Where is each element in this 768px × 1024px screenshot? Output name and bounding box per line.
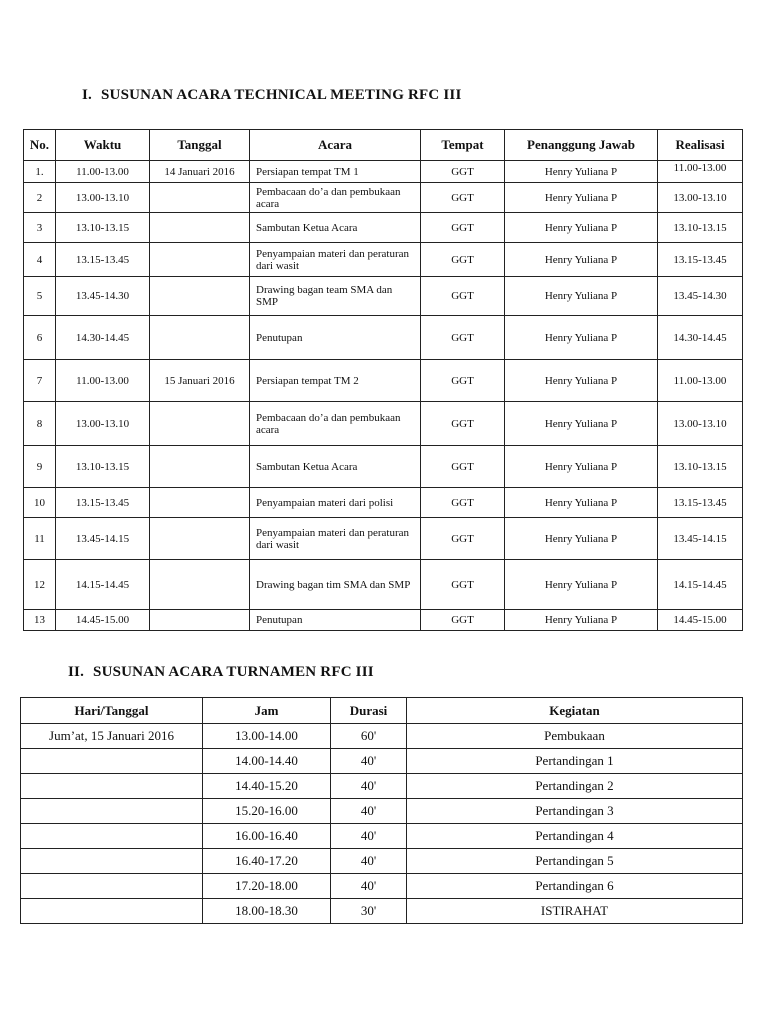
cell-realisasi: 13.45-14.15 (658, 518, 743, 560)
cell-realisasi: 13.10-13.15 (658, 446, 743, 488)
cell-tanggal (150, 243, 250, 277)
col-header-tanggal: Tanggal (150, 130, 250, 161)
cell-acara: Sambutan Ketua Acara (250, 213, 421, 243)
cell-penanggung-jawab: Henry Yuliana P (505, 610, 658, 631)
table-row (24, 213, 743, 243)
cell-waktu: 13.10-13.15 (56, 213, 150, 243)
cell-tempat: GGT (421, 402, 505, 446)
section-1-heading (82, 87, 462, 104)
col-header-kegiatan: Kegiatan (407, 698, 743, 724)
cell-waktu: 13.45-14.30 (56, 277, 150, 316)
cell-no: 1. (24, 161, 56, 183)
cell-penanggung-jawab: Henry Yuliana P (505, 560, 658, 610)
cell-waktu: 13.15-13.45 (56, 488, 150, 518)
cell-tempat: GGT (421, 277, 505, 316)
cell-realisasi: 13.00-13.10 (658, 183, 743, 213)
table-row (21, 849, 743, 874)
tournament-table (20, 697, 743, 924)
cell-waktu: 13.00-13.10 (56, 402, 150, 446)
cell-waktu: 13.10-13.15 (56, 446, 150, 488)
cell-no: 10 (24, 488, 56, 518)
section-2-number: II. (68, 664, 85, 680)
cell-durasi: 40' (331, 849, 407, 874)
table-header-row (24, 130, 743, 161)
table-row (21, 724, 743, 749)
table-row (21, 799, 743, 824)
cell-acara: Penyampaian materi dan peraturan dari wasit (250, 518, 421, 560)
cell-kegiatan: Pertandingan 1 (407, 749, 743, 774)
cell-waktu: 14.15-14.45 (56, 560, 150, 610)
col-header-acara: Acara (250, 130, 421, 161)
cell-tanggal: 15 Januari 2016 (150, 360, 250, 402)
cell-penanggung-jawab: Henry Yuliana P (505, 161, 658, 183)
cell-waktu: 11.00-13.00 (56, 161, 150, 183)
cell-no: 9 (24, 446, 56, 488)
table-row (24, 610, 743, 631)
table-row (21, 774, 743, 799)
cell-no: 2 (24, 183, 56, 213)
cell-penanggung-jawab: Henry Yuliana P (505, 488, 658, 518)
col-header-no: No. (24, 130, 56, 161)
col-header-durasi: Durasi (331, 698, 407, 724)
table-row (24, 360, 743, 402)
cell-tanggal (150, 213, 250, 243)
cell-tempat: GGT (421, 610, 505, 631)
cell-no: 12 (24, 560, 56, 610)
col-header-waktu: Waktu (56, 130, 150, 161)
cell-realisasi: 14.15-14.45 (658, 560, 743, 610)
cell-tempat: GGT (421, 161, 505, 183)
cell-jam: 16.40-17.20 (203, 849, 331, 874)
cell-hari-tanggal (21, 749, 203, 774)
table-row (21, 824, 743, 849)
cell-tempat: GGT (421, 560, 505, 610)
cell-tanggal (150, 610, 250, 631)
cell-jam: 15.20-16.00 (203, 799, 331, 824)
cell-tanggal (150, 488, 250, 518)
cell-jam: 18.00-18.30 (203, 899, 331, 924)
cell-no: 7 (24, 360, 56, 402)
cell-realisasi: 13.15-13.45 (658, 243, 743, 277)
cell-waktu: 13.00-13.10 (56, 183, 150, 213)
cell-acara: Penutupan (250, 610, 421, 631)
col-header-penanggung-jawab: Penanggung Jawab (505, 130, 658, 161)
table-row (21, 899, 743, 924)
cell-kegiatan: Pertandingan 3 (407, 799, 743, 824)
cell-kegiatan: Pembukaan (407, 724, 743, 749)
cell-hari-tanggal (21, 874, 203, 899)
cell-durasi: 40' (331, 874, 407, 899)
cell-acara: Pembacaan do’a dan pembukaan acara (250, 183, 421, 213)
cell-penanggung-jawab: Henry Yuliana P (505, 316, 658, 360)
cell-penanggung-jawab: Henry Yuliana P (505, 213, 658, 243)
table-row (24, 316, 743, 360)
cell-hari-tanggal (21, 899, 203, 924)
cell-kegiatan: ISTIRAHAT (407, 899, 743, 924)
cell-kegiatan: Pertandingan 2 (407, 774, 743, 799)
section-2-title: SUSUNAN ACARA TURNAMEN RFC III (93, 664, 374, 680)
cell-hari-tanggal (21, 824, 203, 849)
cell-waktu: 13.15-13.45 (56, 243, 150, 277)
cell-durasi: 40' (331, 749, 407, 774)
cell-tempat: GGT (421, 243, 505, 277)
table-row (24, 243, 743, 277)
cell-acara: Penyampaian materi dan peraturan dari wasit (250, 243, 421, 277)
cell-tempat: GGT (421, 518, 505, 560)
cell-jam: 17.20-18.00 (203, 874, 331, 899)
cell-tempat: GGT (421, 213, 505, 243)
technical-meeting-table (23, 129, 743, 631)
table-row (24, 560, 743, 610)
cell-penanggung-jawab: Henry Yuliana P (505, 446, 658, 488)
cell-durasi: 40' (331, 799, 407, 824)
cell-hari-tanggal (21, 774, 203, 799)
cell-penanggung-jawab: Henry Yuliana P (505, 402, 658, 446)
cell-tanggal (150, 277, 250, 316)
cell-tempat: GGT (421, 488, 505, 518)
cell-tempat: GGT (421, 360, 505, 402)
cell-no: 13 (24, 610, 56, 631)
cell-no: 4 (24, 243, 56, 277)
cell-penanggung-jawab: Henry Yuliana P (505, 243, 658, 277)
section-1-title: SUSUNAN ACARA TECHNICAL MEETING RFC III (101, 87, 462, 103)
table-row (24, 402, 743, 446)
cell-acara: Penyampaian materi dari polisi (250, 488, 421, 518)
cell-durasi: 40' (331, 774, 407, 799)
cell-realisasi: 11.00-13.00 (658, 360, 743, 402)
cell-waktu: 11.00-13.00 (56, 360, 150, 402)
table-row (24, 446, 743, 488)
col-header-tempat: Tempat (421, 130, 505, 161)
cell-jam: 16.00-16.40 (203, 824, 331, 849)
cell-tempat: GGT (421, 316, 505, 360)
cell-no: 11 (24, 518, 56, 560)
cell-acara: Persiapan tempat TM 1 (250, 161, 421, 183)
cell-tanggal (150, 402, 250, 446)
cell-jam: 14.40-15.20 (203, 774, 331, 799)
cell-tanggal (150, 446, 250, 488)
cell-penanggung-jawab: Henry Yuliana P (505, 518, 658, 560)
col-header-jam: Jam (203, 698, 331, 724)
cell-no: 8 (24, 402, 56, 446)
table-row (24, 277, 743, 316)
cell-kegiatan: Pertandingan 6 (407, 874, 743, 899)
cell-realisasi: 13.45-14.30 (658, 277, 743, 316)
cell-no: 3 (24, 213, 56, 243)
cell-realisasi: 14.45-15.00 (658, 610, 743, 631)
table-row (21, 749, 743, 774)
cell-tanggal (150, 518, 250, 560)
cell-no: 5 (24, 277, 56, 316)
cell-no: 6 (24, 316, 56, 360)
col-header-hari-tanggal: Hari/Tanggal (21, 698, 203, 724)
cell-tanggal (150, 316, 250, 360)
cell-kegiatan: Pertandingan 5 (407, 849, 743, 874)
cell-penanggung-jawab: Henry Yuliana P (505, 277, 658, 316)
cell-acara: Sambutan Ketua Acara (250, 446, 421, 488)
cell-kegiatan: Pertandingan 4 (407, 824, 743, 849)
cell-acara: Drawing bagan tim SMA dan SMP (250, 560, 421, 610)
table-row (24, 161, 743, 183)
section-2-heading (68, 664, 374, 681)
cell-realisasi: 13.00-13.10 (658, 402, 743, 446)
cell-acara: Drawing bagan team SMA dan SMP (250, 277, 421, 316)
table-row (24, 183, 743, 213)
col-header-realisasi: Realisasi (658, 130, 743, 161)
cell-hari-tanggal: Jum’at, 15 Januari 2016 (21, 724, 203, 749)
cell-durasi: 30' (331, 899, 407, 924)
cell-tempat: GGT (421, 183, 505, 213)
cell-tanggal (150, 560, 250, 610)
cell-jam: 13.00-14.00 (203, 724, 331, 749)
cell-tempat: GGT (421, 446, 505, 488)
cell-acara: Penutupan (250, 316, 421, 360)
cell-hari-tanggal (21, 849, 203, 874)
section-1-number: I. (82, 87, 92, 103)
cell-durasi: 60' (331, 724, 407, 749)
table-row (21, 874, 743, 899)
cell-realisasi: 13.10-13.15 (658, 213, 743, 243)
cell-realisasi: 11.00-13.00 (658, 161, 743, 183)
table-header-row (21, 698, 743, 724)
cell-durasi: 40' (331, 824, 407, 849)
cell-tanggal (150, 183, 250, 213)
cell-acara: Persiapan tempat TM 2 (250, 360, 421, 402)
table-row (24, 488, 743, 518)
cell-acara: Pembacaan do’a dan pembukaan acara (250, 402, 421, 446)
cell-waktu: 14.45-15.00 (56, 610, 150, 631)
cell-jam: 14.00-14.40 (203, 749, 331, 774)
cell-waktu: 13.45-14.15 (56, 518, 150, 560)
cell-hari-tanggal (21, 799, 203, 824)
cell-tanggal: 14 Januari 2016 (150, 161, 250, 183)
cell-realisasi: 14.30-14.45 (658, 316, 743, 360)
cell-realisasi: 13.15-13.45 (658, 488, 743, 518)
table-row (24, 518, 743, 560)
cell-waktu: 14.30-14.45 (56, 316, 150, 360)
cell-penanggung-jawab: Henry Yuliana P (505, 183, 658, 213)
cell-penanggung-jawab: Henry Yuliana P (505, 360, 658, 402)
